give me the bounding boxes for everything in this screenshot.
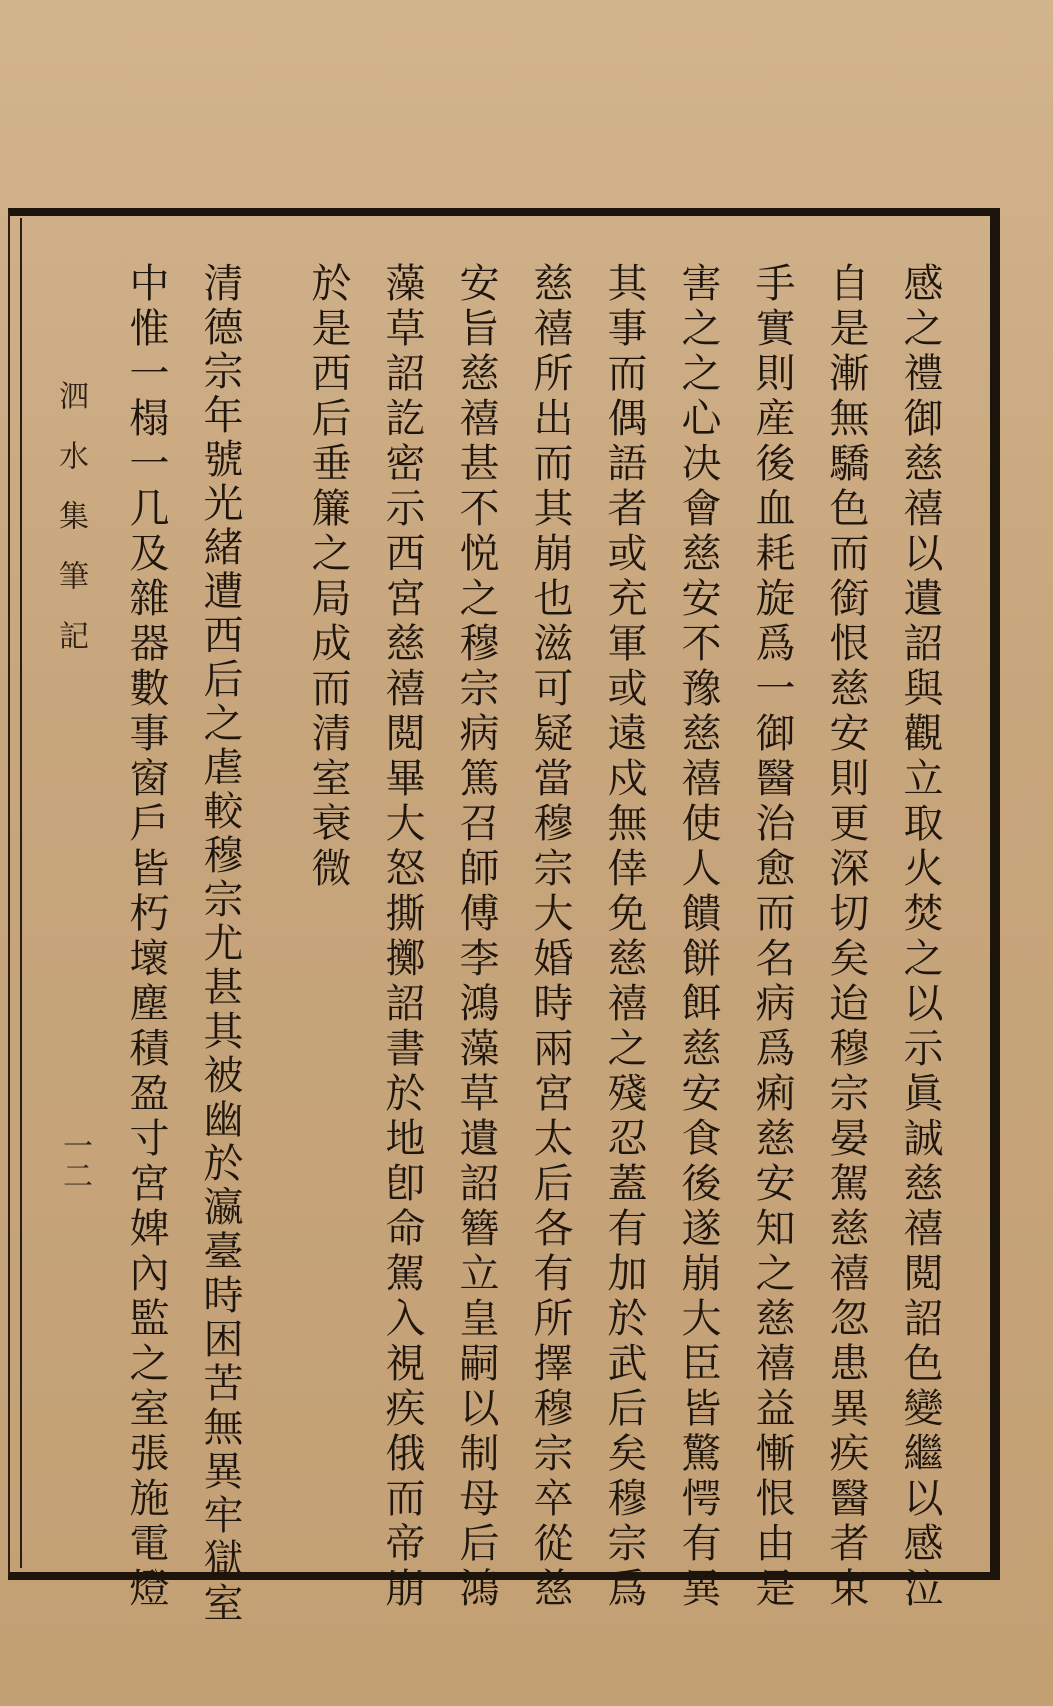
- margin-rule: [20, 218, 22, 1568]
- text-column-10: 清德宗年號光緒遭西后之虐較穆宗尤甚其被幽於瀛臺時困苦無異牢獄室: [197, 262, 243, 1626]
- text-column-8: 藻草詔訖密示西宮慈禧閲畢大怒撕擲詔書於地卽命駕入視疾俄而帝崩: [379, 262, 425, 1612]
- text-column-4: 害之之心决會慈安不豫慈禧使人饋餅餌慈安食後遂崩大臣皆驚愕有異: [675, 262, 721, 1612]
- book-title-margin: 泗水集筆記: [53, 380, 88, 680]
- text-column-7: 安旨慈禧甚不悦之穆宗病篤召師傅李鴻藻草遺詔簪立皇嗣以制母后鴻: [453, 262, 499, 1612]
- text-column-2: 自是漸無驕色而銜恨慈安則更深切矣迨穆宗晏駕慈禧忽患異疾醫者束: [823, 262, 869, 1612]
- text-column-9: 於是西后垂簾之局成而清室衰微: [305, 262, 351, 892]
- text-column-11: 中惟一榻一几及雜器數事窗戶皆朽壞塵積盈寸宮婢內監之室張施電燈: [123, 262, 169, 1612]
- text-column-1: 感之禮御慈禧以遺詔與觀立取火焚之以示眞誠慈禧閲詔色變繼以感泣: [897, 262, 943, 1612]
- page-number: 一二: [57, 1130, 92, 1190]
- text-column-5: 其事而偶語者或充軍或遠戍無倖免慈禧之殘忍蓋有加於武后矣穆宗爲: [601, 262, 647, 1612]
- text-column-3: 手實則産後血耗旋爲一御醫治愈而名病爲痢慈安知之慈禧益慚恨由是: [749, 262, 795, 1612]
- text-column-6: 慈禧所出而其崩也滋可疑當穆宗大婚時兩宮太后各有所擇穆宗卒從慈: [527, 262, 573, 1612]
